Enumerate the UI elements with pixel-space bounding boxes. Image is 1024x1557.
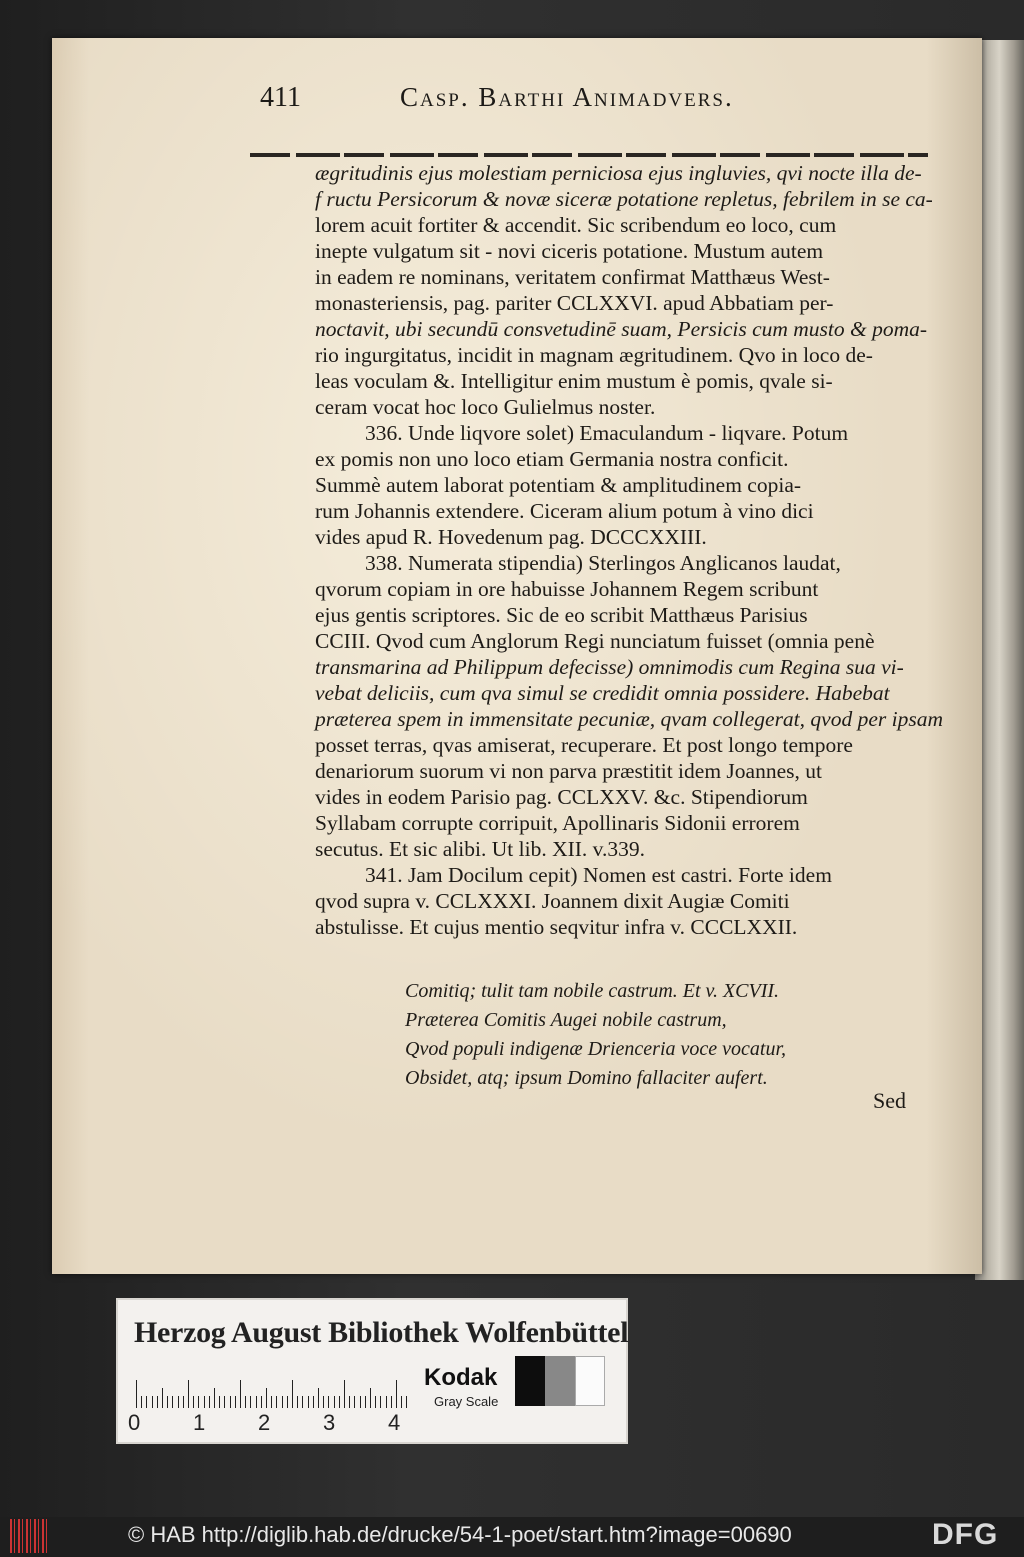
ruler-tick — [360, 1396, 361, 1408]
ruler-tick — [344, 1380, 345, 1408]
ruler-digit: 2 — [258, 1410, 271, 1435]
body-line: monasteriensis, pag. pariter CCLXXVI. apud Abbatiam per- — [315, 291, 834, 315]
verse-line: Qvod populi indigenæ Drienceria voce vocatur, — [405, 1038, 787, 1060]
ruler-tick — [386, 1396, 387, 1408]
ruler-tick — [365, 1396, 366, 1408]
body-line: vebat deliciis, cum qva simul se credidit omnia possidere. Habebat — [315, 681, 890, 705]
credit-link[interactable]: © HAB http://diglib.hab.de/drucke/54-1-poet/start.htm?image=00690 — [128, 1522, 792, 1547]
body-line: præterea spem in immensitate pecuniæ, qvam collegerat, qvod per ipsam — [315, 707, 943, 731]
verse-line: Obsidet, atq; ipsum Domino fallaciter aufert. — [405, 1067, 768, 1089]
body-line: ex pomis non uno loco etiam Germania nostra conficit. — [315, 447, 789, 471]
scale-card — [116, 1298, 628, 1444]
ruler-tick — [313, 1396, 314, 1408]
ruler-tick — [188, 1380, 189, 1408]
ruler-tick — [209, 1396, 210, 1408]
ruler-digit: 0 — [128, 1410, 141, 1435]
body-line: CCIII. Qvod cum Anglorum Regi nunciatum fuisset (omnia penè — [315, 629, 875, 653]
body-line: qvorum copiam in ore habuisse Johannem Regem scribunt — [315, 577, 819, 601]
ruler — [136, 1378, 406, 1408]
white-patch — [575, 1356, 605, 1406]
ruler-tick — [214, 1388, 215, 1408]
ruler-tick — [261, 1396, 262, 1408]
body-line: ægritudinis ejus molestiam perniciosa ejus ingluvies, qvi nocte illa de- — [315, 161, 922, 185]
body-line: 338. Numerata stipendia) Sterlingos Anglicanos laudat, — [365, 551, 841, 575]
ruler-digit: 3 — [323, 1410, 336, 1435]
ruler-tick — [297, 1396, 298, 1408]
ruler-tick — [282, 1396, 283, 1408]
body-line: vides in eodem Parisio pag. CCLXXV. &c. Stipendiorum — [315, 785, 808, 809]
ruler-tick — [146, 1396, 147, 1408]
ruler-tick — [302, 1396, 303, 1408]
black-patch — [515, 1356, 545, 1406]
ruler-tick — [178, 1396, 179, 1408]
body-line: Summè autem laborat potentiam & amplitudinem copia- — [315, 473, 802, 497]
ruler-tick — [183, 1396, 184, 1408]
dfg-logo: DFG — [932, 1518, 999, 1551]
body-line: ceram vocat hoc loco Gulielmus noster. — [315, 395, 656, 419]
body-line: noctavit, ubi secundū consvetudinē suam, Persicis cum musto & poma- — [315, 317, 928, 341]
body-line: rum Johannis extendere. Ciceram alium potum à vino dici — [315, 499, 814, 523]
body-line: secutus. Et sic alibi. Ut lib. XII. v.339. — [315, 837, 646, 861]
body-line: denariorum suorum vi non parva præstitit idem Joannes, ut — [315, 759, 822, 783]
body-line: ejus gentis scriptores. Sic de eo scribit Matthæus Parisius — [315, 603, 808, 627]
ruler-tick — [292, 1380, 293, 1408]
page-header — [260, 78, 960, 118]
ruler-tick — [230, 1396, 231, 1408]
body-line: leas voculam &. Intelligitur enim mustum è pomis, qvale si- — [315, 369, 833, 393]
running-title: Casp. Barthi Animadvers. — [400, 82, 734, 112]
ruler-tick — [401, 1396, 402, 1408]
body-line: qvod supra v. CCLXXXI. Joannem dixit Augiæ Comiti — [315, 889, 790, 913]
body-line: abstulisse. Et cujus mentio seqvitur infra v. CCCLXXII. — [315, 915, 798, 939]
body-line: Syllabam corrupte corripuit, Apollinaris Sidonii errorem — [315, 811, 800, 835]
ruler-digit: 4 — [388, 1410, 401, 1435]
ruler-tick — [152, 1396, 153, 1408]
ruler-tick — [204, 1396, 205, 1408]
ruler-digits — [128, 1410, 408, 1440]
body-line: posset terras, qvas amiserat, recuperare. Et post longo tempore — [315, 733, 853, 757]
page-number: 411 — [260, 82, 301, 113]
body-line: transmarina ad Philippum defecisse) omnimodis cum Regina sua vi- — [315, 655, 904, 679]
ruler-tick — [380, 1396, 381, 1408]
ruler-tick — [240, 1380, 241, 1408]
ruler-tick — [219, 1396, 220, 1408]
ruler-tick — [328, 1396, 329, 1408]
body-line: f ructu Persicorum & novæ siceræ potatione repletus, febrilem in se ca- — [315, 187, 933, 211]
catchword: Sed — [873, 1088, 906, 1113]
library-name: Herzog August Bibliothek Wolfenbüttel — [134, 1316, 629, 1349]
ruler-tick — [256, 1396, 257, 1408]
kodak-logo: Kodak — [424, 1364, 498, 1391]
ruler-tick — [198, 1396, 199, 1408]
ruler-tick — [245, 1396, 246, 1408]
ruler-tick — [276, 1396, 277, 1408]
verse-line: Comitiq; tulit tam nobile castrum. Et v. XCVII. — [405, 980, 780, 1002]
body-line: vides apud R. Hovedenum pag. DCCCXXIII. — [315, 525, 707, 549]
body-line: lorem acuit fortiter & accendit. Sic scribendum eo loco, cum — [315, 213, 837, 237]
next-page-edge — [975, 40, 1024, 1280]
ruler-tick — [287, 1396, 288, 1408]
ruler-tick — [136, 1380, 137, 1408]
ruler-tick — [354, 1396, 355, 1408]
verse-line: Præterea Comitis Augei nobile castrum, — [405, 1009, 727, 1031]
body-line: 336. Unde liqvore solet) Emaculandum - liqvare. Potum — [365, 421, 849, 445]
ruler-tick — [396, 1380, 397, 1408]
ruler-tick — [162, 1388, 163, 1408]
header-rule — [250, 153, 928, 157]
ruler-tick — [235, 1396, 236, 1408]
ruler-tick — [157, 1396, 158, 1408]
body-line: rio ingurgitatus, incidit in magnam ægritudinem. Qvo in loco de- — [315, 343, 873, 367]
ruler-tick — [391, 1396, 392, 1408]
ruler-tick — [224, 1396, 225, 1408]
barcode-icon — [10, 1519, 50, 1553]
ruler-tick — [141, 1396, 142, 1408]
ruler-tick — [334, 1396, 335, 1408]
ruler-tick — [172, 1396, 173, 1408]
ruler-tick — [271, 1396, 272, 1408]
body-line: in eadem re nominans, veritatem confirmat Matthæus West- — [315, 265, 830, 289]
ruler-tick — [323, 1396, 324, 1408]
body-line: 341. Jam Docilum cepit) Nomen est castri. Forte idem — [365, 863, 832, 887]
ruler-tick — [370, 1388, 371, 1408]
ruler-tick — [406, 1396, 407, 1408]
ruler-tick — [349, 1396, 350, 1408]
ruler-digit: 1 — [193, 1410, 206, 1435]
ruler-tick — [250, 1396, 251, 1408]
ruler-tick — [308, 1396, 309, 1408]
ruler-tick — [167, 1396, 168, 1408]
gray-scale-label: Gray Scale — [434, 1394, 499, 1409]
body-line: inepte vulgatum sit - novi ciceris potatione. Mustum autem — [315, 239, 824, 263]
ruler-tick — [318, 1388, 319, 1408]
ruler-tick — [193, 1396, 194, 1408]
ruler-tick — [375, 1396, 376, 1408]
ruler-tick — [266, 1388, 267, 1408]
ruler-tick — [339, 1396, 340, 1408]
gray-patch — [545, 1356, 575, 1406]
